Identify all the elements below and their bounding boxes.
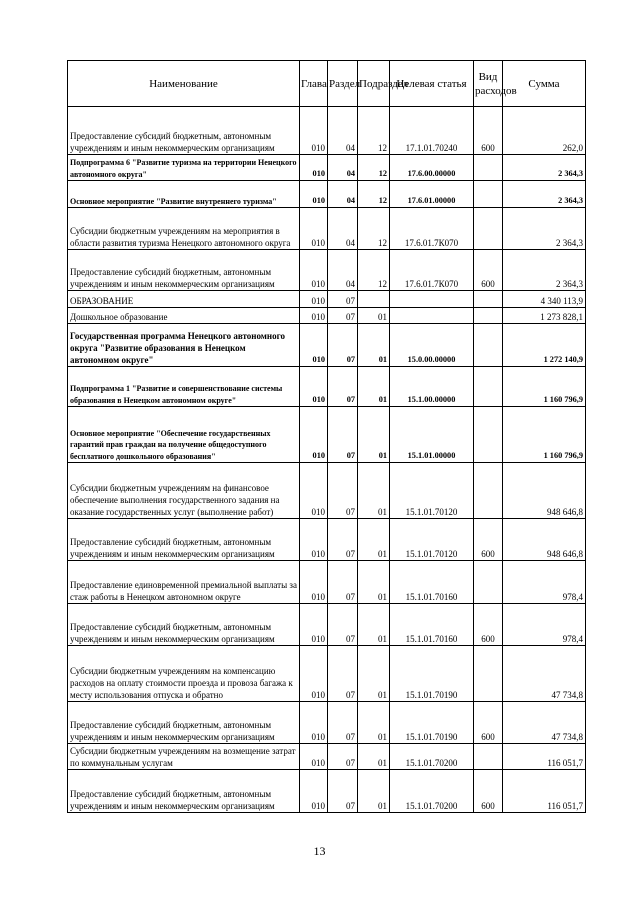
row-name: Предоставление субсидий бюджетным, автономным учреждениям и иным некоммерческим организациям [68, 770, 300, 813]
table-row [68, 367, 586, 407]
table-row [68, 107, 586, 155]
row-target: 15.1.00.00000 [390, 367, 474, 407]
row-sum: 978,4 [503, 561, 586, 604]
row-sum: 47 734,8 [503, 646, 586, 702]
header-chapter: Глава [300, 61, 328, 107]
row-chapter: 010 [300, 519, 328, 561]
row-target: 15.1.01.00000 [390, 407, 474, 463]
row-subsection: 01 [358, 324, 390, 367]
row-name: Предоставление субсидий бюджетным, автономным учреждениям и иным некоммерческим организациям [68, 519, 300, 561]
row-sum: 47 734,8 [503, 702, 586, 744]
row-exp-type [474, 291, 503, 308]
row-subsection: 01 [358, 463, 390, 519]
row-exp-type [474, 646, 503, 702]
row-section: 07 [328, 561, 358, 604]
row-target: 17.6.01.00000 [390, 181, 474, 208]
header-target: Целевая статья [390, 61, 474, 107]
row-sum: 1 160 796,9 [503, 407, 586, 463]
row-name: Подпрограмма 1 "Развитие и совершенствование системы образования в Ненецком автономном округе" [68, 367, 300, 407]
row-chapter: 010 [300, 291, 328, 308]
row-name: Государственная программа Ненецкого автономного округа "Развитие образования в Ненецком автономном округе" [68, 324, 300, 367]
row-target: 15.1.01.70120 [390, 463, 474, 519]
row-sum: 262,0 [503, 107, 586, 155]
row-name: Субсидии бюджетным учреждениям на компенсацию расходов на оплату стоимости проезда и провоза багажа к месту использования отпуска и обратно [68, 646, 300, 702]
row-exp-type [474, 407, 503, 463]
row-target: 15.1.01.70200 [390, 744, 474, 770]
row-subsection: 12 [358, 250, 390, 291]
row-sum: 2 364,3 [503, 155, 586, 181]
row-exp-type [474, 181, 503, 208]
row-section: 07 [328, 291, 358, 308]
row-sum: 2 364,3 [503, 208, 586, 250]
table-row [68, 291, 586, 308]
table-row [68, 646, 586, 702]
row-section: 07 [328, 308, 358, 324]
row-target: 15.0.00.00000 [390, 324, 474, 367]
row-section: 07 [328, 744, 358, 770]
row-section: 04 [328, 155, 358, 181]
row-chapter: 010 [300, 407, 328, 463]
row-name: Субсидии бюджетным учреждениям на возмещение затрат по коммунальным услугам [68, 744, 300, 770]
row-sum: 4 340 113,9 [503, 291, 586, 308]
header-name: Наименование [68, 61, 300, 107]
row-target: 15.1.01.70200 [390, 770, 474, 813]
row-exp-type [474, 463, 503, 519]
row-exp-type: 600 [474, 604, 503, 646]
page-number: 13 [313, 844, 326, 858]
row-chapter: 010 [300, 744, 328, 770]
row-target [390, 308, 474, 324]
row-exp-type [474, 561, 503, 604]
row-subsection: 12 [358, 107, 390, 155]
row-exp-type [474, 367, 503, 407]
row-target: 15.1.01.70120 [390, 519, 474, 561]
row-subsection: 01 [358, 367, 390, 407]
row-chapter: 010 [300, 107, 328, 155]
row-exp-type [474, 208, 503, 250]
table-row [68, 324, 586, 367]
row-name: Основное мероприятие "Обеспечение государственных гарантий прав граждан на получение общедоступного бесплатного дошкольного образования" [68, 407, 300, 463]
row-chapter: 010 [300, 463, 328, 519]
row-chapter: 010 [300, 646, 328, 702]
row-exp-type: 600 [474, 770, 503, 813]
row-exp-type: 600 [474, 519, 503, 561]
row-section: 07 [328, 702, 358, 744]
row-section: 07 [328, 407, 358, 463]
row-target: 15.1.01.70160 [390, 604, 474, 646]
row-subsection: 01 [358, 604, 390, 646]
row-chapter: 010 [300, 702, 328, 744]
row-section: 04 [328, 181, 358, 208]
row-name: Предоставление субсидий бюджетным, автономным учреждениям и иным некоммерческим организациям [68, 702, 300, 744]
table-row [68, 155, 586, 181]
row-sum: 2 364,3 [503, 181, 586, 208]
row-sum: 1 273 828,1 [503, 308, 586, 324]
row-subsection: 01 [358, 744, 390, 770]
row-subsection: 01 [358, 407, 390, 463]
row-section: 07 [328, 604, 358, 646]
row-section: 04 [328, 107, 358, 155]
row-section: 07 [328, 646, 358, 702]
row-chapter: 010 [300, 561, 328, 604]
row-target: 15.1.01.70190 [390, 702, 474, 744]
row-section: 07 [328, 367, 358, 407]
row-subsection: 01 [358, 646, 390, 702]
table-row [68, 770, 586, 813]
header-section: Раздел [328, 61, 358, 107]
row-target: 15.1.01.70190 [390, 646, 474, 702]
row-chapter: 010 [300, 367, 328, 407]
row-exp-type [474, 308, 503, 324]
row-exp-type: 600 [474, 107, 503, 155]
row-name: Основное мероприятие "Развитие внутреннего туризма" [68, 181, 300, 208]
row-target: 15.1.01.70160 [390, 561, 474, 604]
row-name: Предоставление субсидий бюджетным, автономным учреждениям и иным некоммерческим организациям [68, 250, 300, 291]
row-subsection: 12 [358, 155, 390, 181]
row-subsection: 01 [358, 770, 390, 813]
row-name: Субсидии бюджетным учреждениям на финансовое обеспечение выполнения государственного задания на оказание государственных услуг (выполнение работ) [68, 463, 300, 519]
row-chapter: 010 [300, 324, 328, 367]
row-chapter: 010 [300, 770, 328, 813]
table-body [68, 107, 586, 813]
row-section: 04 [328, 250, 358, 291]
row-subsection: 01 [358, 702, 390, 744]
row-exp-type [474, 155, 503, 181]
row-section: 07 [328, 519, 358, 561]
row-chapter: 010 [300, 604, 328, 646]
row-name: Дошкольное образование [68, 308, 300, 324]
header-row [68, 61, 586, 107]
row-subsection [358, 291, 390, 308]
row-target [390, 291, 474, 308]
row-subsection: 12 [358, 208, 390, 250]
row-chapter: 010 [300, 208, 328, 250]
row-name: ОБРАЗОВАНИЕ [68, 291, 300, 308]
row-chapter: 010 [300, 155, 328, 181]
row-section: 04 [328, 208, 358, 250]
row-sum: 116 051,7 [503, 744, 586, 770]
row-section: 07 [328, 324, 358, 367]
row-sum: 1 272 140,9 [503, 324, 586, 367]
row-subsection: 01 [358, 308, 390, 324]
row-exp-type: 600 [474, 250, 503, 291]
row-exp-type [474, 744, 503, 770]
row-sum: 948 646,8 [503, 463, 586, 519]
row-sum: 1 160 796,9 [503, 367, 586, 407]
row-chapter: 010 [300, 308, 328, 324]
row-chapter: 010 [300, 250, 328, 291]
table-row [68, 702, 586, 744]
header-exp-type: Вид расходов [474, 61, 503, 107]
table-row [68, 250, 586, 291]
table-row [68, 208, 586, 250]
row-name: Предоставление субсидий бюджетным, автономным учреждениям и иным некоммерческим организациям [68, 604, 300, 646]
row-target: 17.6.01.7К070 [390, 208, 474, 250]
row-section: 07 [328, 770, 358, 813]
header-sum: Сумма [503, 61, 586, 107]
budget-table [67, 60, 586, 813]
row-name: Подпрограмма 6 "Развитие туризма на территории Ненецкого автономного округа" [68, 155, 300, 181]
row-chapter: 010 [300, 181, 328, 208]
row-subsection: 01 [358, 519, 390, 561]
row-sum: 2 364,3 [503, 250, 586, 291]
row-name: Предоставление субсидий бюджетным, автономным учреждениям и иным некоммерческим организациям [68, 107, 300, 155]
row-target: 17.6.00.00000 [390, 155, 474, 181]
table-row [68, 519, 586, 561]
table-row [68, 744, 586, 770]
row-section: 07 [328, 463, 358, 519]
row-target: 17.1.01.70240 [390, 107, 474, 155]
row-exp-type: 600 [474, 702, 503, 744]
table-row [68, 561, 586, 604]
row-sum: 948 646,8 [503, 519, 586, 561]
table-row [68, 181, 586, 208]
header-subsection: Подраздел [358, 61, 390, 107]
row-name: Субсидии бюджетным учреждениям на мероприятия в области развития туризма Ненецкого автономного округа [68, 208, 300, 250]
table-row [68, 463, 586, 519]
table-row [68, 604, 586, 646]
table-row [68, 308, 586, 324]
row-exp-type [474, 324, 503, 367]
table-row [68, 407, 586, 463]
row-subsection: 01 [358, 561, 390, 604]
row-sum: 978,4 [503, 604, 586, 646]
row-target: 17.6.01.7К070 [390, 250, 474, 291]
row-name: Предоставление единовременной премиальной выплаты за стаж работы в Ненецком автономном округе [68, 561, 300, 604]
row-sum: 116 051,7 [503, 770, 586, 813]
row-subsection: 12 [358, 181, 390, 208]
